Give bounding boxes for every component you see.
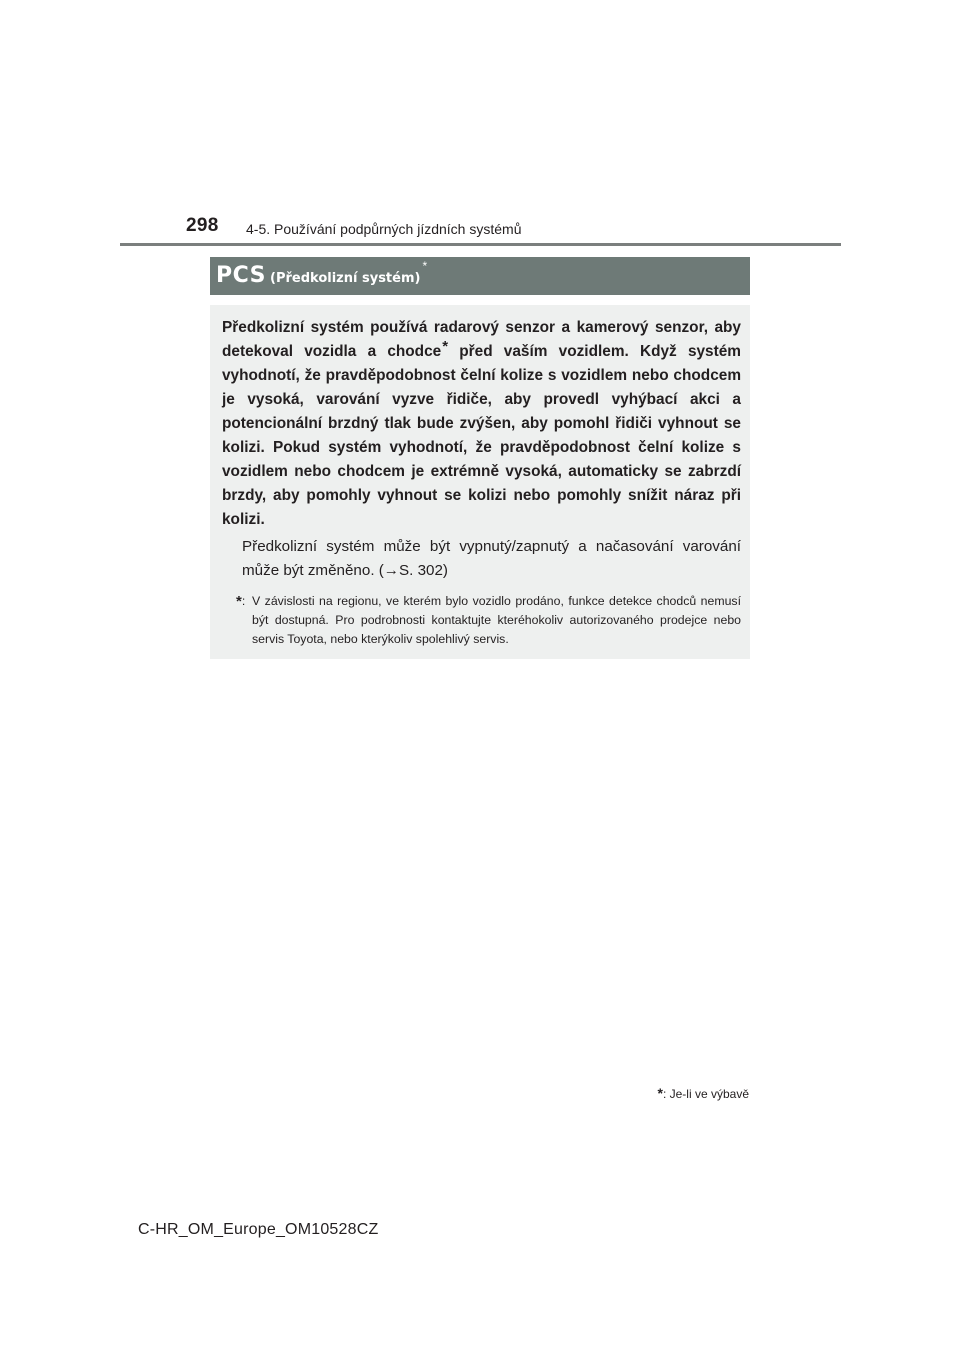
availability-text: : Je-li ve výbavě <box>662 1087 749 1101</box>
lead-asterisk: * <box>442 338 449 355</box>
availability-asterisk: * <box>657 1085 663 1101</box>
footnote-asterisk: * <box>236 593 242 610</box>
description-box <box>210 305 750 659</box>
header-divider <box>120 243 841 246</box>
footnote-colon: : <box>241 594 246 608</box>
document-id: C-HR_OM_Europe_OM10528CZ <box>138 1221 379 1238</box>
footnote <box>236 592 741 649</box>
heading-title: PCS <box>216 263 267 288</box>
footnote-marker <box>236 592 252 649</box>
section-title: 4-5. Používání podpůrných jízdních systémů <box>246 221 522 237</box>
page-number: 298 <box>186 215 219 236</box>
lead-text-part2: před vaším vozidlem. Když systém vyhodnotí, že pravděpodobnost čelní kolize s vozidlem nebo chodcem je vysoká, varování vyzve řidiče, aby provedl vyhýbací akci a potencionální brzdný tlak bude zvýšen, aby pomohl řidiči vyhnout se kolizi. Pokud systém vyhodnotí, že pravděpodobnost čelní kolize s vozidlem nebo chodcem je extrémně vysoká, automaticky se zabrzdí brzdy, aby pomohly vyhnout se kolizi nebo pomohly snížit náraz při kolizi. <box>222 343 741 528</box>
section-heading-bar <box>210 257 750 295</box>
availability-note <box>658 1085 750 1101</box>
lead-paragraph <box>222 316 741 532</box>
lead-text-part1: Předkolizní systém používá radarový senzor a kamerový senzor, aby detekoval vozidla a chodce <box>222 319 741 360</box>
settings-note: Předkolizní systém může být vypnutý/zapnutý a načasování varování může být změněno. (→S. 302) <box>242 538 741 579</box>
heading-subtitle: (Předkolizní systém) <box>270 270 421 286</box>
heading-asterisk: * <box>422 259 428 273</box>
footnote-text: V závislosti na regionu, ve kterém bylo vozidlo prodáno, funkce detekce chodců nemusí být dostupná. Pro podrobnosti kontaktujte kteréhokoliv autorizovaného prodejce nebo servis Toyota, nebo kterýkoliv spolehlivý servis. <box>252 594 741 646</box>
